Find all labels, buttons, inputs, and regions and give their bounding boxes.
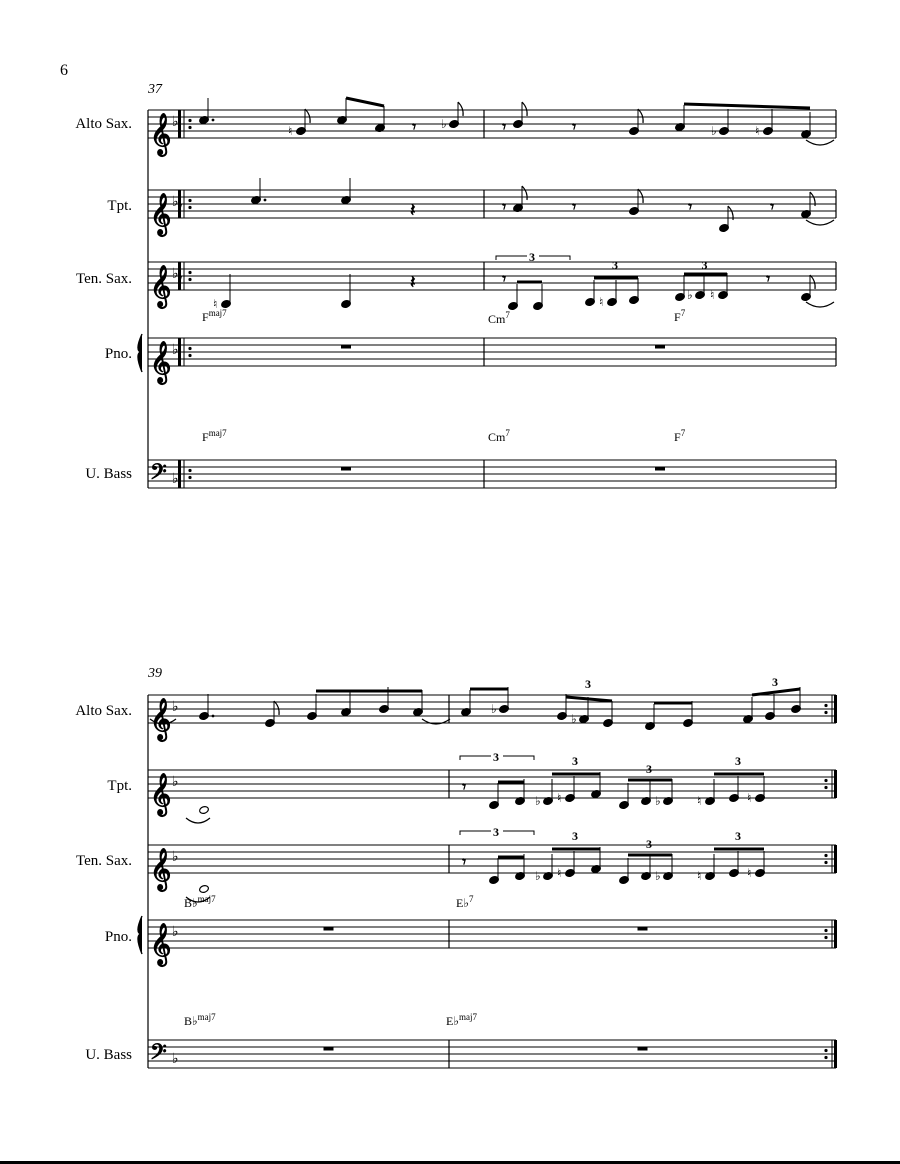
whole-rest xyxy=(324,927,334,931)
note-flag xyxy=(305,109,310,123)
accidental-icon: ♮ xyxy=(213,297,218,311)
whole-rest xyxy=(655,345,665,349)
instrument-label-upright-bass: U. Bass xyxy=(85,466,132,482)
instrument-label-tenor-sax: Ten. Sax. xyxy=(75,853,132,869)
whole-rest xyxy=(341,345,351,349)
tuplet-number: 3 xyxy=(493,750,499,764)
key-flat-icon: ♭ xyxy=(172,343,179,358)
page-number: 6 xyxy=(60,62,68,79)
notehead xyxy=(199,884,210,893)
tuplet-number: 3 xyxy=(493,825,499,839)
chord-symbol: B♭$^{maj7}$ xyxy=(184,1012,216,1028)
treble-clef-icon: 𝄞 xyxy=(150,774,172,814)
treble-clef-icon: 𝄞 xyxy=(150,266,172,306)
whole-rest xyxy=(324,1047,334,1051)
repeat-dot xyxy=(188,278,191,281)
eighth-rest-icon: 𝄾 xyxy=(502,199,507,216)
instrument-label-piano: Pno. xyxy=(104,346,132,362)
eighth-rest-icon: 𝄾 xyxy=(502,271,507,288)
beam xyxy=(684,104,810,108)
accidental-icon: ♮ xyxy=(697,869,702,883)
tuplet-number: 3 xyxy=(585,677,591,691)
instrument-label-trumpet: Tpt. xyxy=(107,198,132,214)
chord-symbol: E♭$^7$ xyxy=(456,894,474,910)
note-flag xyxy=(810,275,815,289)
key-flat-icon: ♭ xyxy=(172,1052,179,1067)
tie xyxy=(186,897,210,902)
bass-clef-icon: 𝄢 xyxy=(150,460,167,489)
tuplet-number: 3 xyxy=(529,250,535,264)
eighth-rest-icon: 𝄾 xyxy=(502,119,507,136)
repeat-dot xyxy=(824,1056,827,1059)
eighth-rest-icon: 𝄾 xyxy=(412,119,417,136)
repeat-dot xyxy=(188,347,191,350)
chord-symbol: $F^{maj7}$ xyxy=(202,428,227,444)
accidental-icon: ♭ xyxy=(655,869,661,883)
key-flat-icon: ♭ xyxy=(172,267,179,282)
accidental-icon: ♭ xyxy=(655,794,661,808)
final-barline xyxy=(834,695,837,723)
repeat-dot xyxy=(188,354,191,357)
whole-rest xyxy=(341,467,351,471)
accidental-icon: ♭ xyxy=(571,712,577,726)
tie xyxy=(186,818,210,823)
final-barline xyxy=(834,920,837,948)
instrument-label-tenor-sax: Ten. Sax. xyxy=(75,271,132,287)
treble-clef-icon: 𝄞 xyxy=(150,849,172,889)
chord-symbol: Cm$^7$ xyxy=(488,310,510,326)
eighth-rest-icon: 𝄾 xyxy=(766,271,771,288)
instrument-label-piano: Pno. xyxy=(104,929,132,945)
accidental-icon: ♮ xyxy=(599,295,604,309)
key-flat-icon: ♭ xyxy=(172,195,179,210)
instrument-label-alto-sax: Alto Sax. xyxy=(75,116,132,132)
beam xyxy=(752,689,800,695)
accidental-icon: ♮ xyxy=(697,794,702,808)
chord-symbol: $F^{maj7}$ xyxy=(202,308,227,324)
tuplet-number: 3 xyxy=(646,837,652,851)
repeat-dot xyxy=(188,476,191,479)
instrument-label-trumpet: Tpt. xyxy=(107,778,132,794)
repeat-dot xyxy=(824,704,827,707)
key-flat-icon: ♭ xyxy=(172,925,179,940)
key-flat-icon: ♭ xyxy=(172,115,179,130)
beam xyxy=(346,98,384,106)
note-flag xyxy=(638,189,643,203)
final-barline xyxy=(834,845,837,873)
accidental-icon: ♭ xyxy=(491,702,497,716)
repeat-dot xyxy=(188,126,191,129)
accidental-icon: ♮ xyxy=(755,124,760,138)
instrument-label-alto-sax: Alto Sax. xyxy=(75,703,132,719)
accidental-icon: ♮ xyxy=(288,124,293,138)
tie xyxy=(806,302,834,307)
whole-rest xyxy=(638,1047,648,1051)
note-flag xyxy=(522,102,527,116)
measure-number: 39 xyxy=(148,666,162,681)
piano-brace xyxy=(138,334,142,372)
eighth-rest-icon: 𝄾 xyxy=(178,199,183,216)
measure-number: 37 xyxy=(148,82,162,97)
chord-symbol: $F^7$ xyxy=(674,308,686,324)
note-flag xyxy=(274,701,279,715)
accidental-icon: ♮ xyxy=(557,791,562,805)
chord-symbol: B♭$^{maj7}$ xyxy=(184,894,216,910)
quarter-rest-icon: 𝄽 xyxy=(410,272,416,292)
repeat-dot xyxy=(824,779,827,782)
final-barline xyxy=(834,770,837,798)
dot xyxy=(212,715,215,718)
repeat-dot xyxy=(188,199,191,202)
chord-symbol: E♭$^{maj7}$ xyxy=(446,1012,477,1028)
accidental-icon: ♭ xyxy=(711,124,717,138)
treble-clef-icon: 𝄞 xyxy=(150,342,172,382)
eighth-rest-icon: 𝄾 xyxy=(178,271,183,288)
tuplet-number: 3 xyxy=(735,754,741,768)
repeat-dot xyxy=(824,929,827,932)
note-flag xyxy=(638,109,643,123)
accidental-icon: ♮ xyxy=(747,866,752,880)
dot xyxy=(212,119,215,122)
eighth-rest-icon: 𝄾 xyxy=(572,199,577,216)
tie xyxy=(806,220,834,225)
treble-clef-icon: 𝄞 xyxy=(150,194,172,234)
treble-clef-icon: 𝄞 xyxy=(150,114,172,154)
repeat-dot xyxy=(824,936,827,939)
key-flat-icon: ♭ xyxy=(172,850,179,865)
repeat-dot xyxy=(188,119,191,122)
chord-symbol: Cm$^7$ xyxy=(488,428,510,444)
treble-clef-icon: 𝄞 xyxy=(150,924,172,964)
accidental-icon: ♮ xyxy=(710,288,715,302)
repeat-dot xyxy=(188,469,191,472)
repeat-dot xyxy=(824,786,827,789)
quarter-rest-icon: 𝄽 xyxy=(410,200,416,220)
tuplet-number: 3 xyxy=(572,754,578,768)
piano-brace xyxy=(138,916,142,954)
key-flat-icon: ♭ xyxy=(172,700,179,715)
repeat-dot xyxy=(188,271,191,274)
accidental-icon: ♭ xyxy=(535,794,541,808)
tuplet-number: 3 xyxy=(612,258,618,272)
eighth-rest-icon: 𝄾 xyxy=(462,854,467,871)
whole-rest xyxy=(655,467,665,471)
eighth-rest-icon: 𝄾 xyxy=(572,119,577,136)
treble-clef-icon: 𝄞 xyxy=(150,699,172,739)
tuplet-number: 3 xyxy=(572,829,578,843)
accidental-icon: ♭ xyxy=(441,117,447,131)
tuplet-number: 3 xyxy=(646,762,652,776)
final-barline xyxy=(834,1040,837,1068)
notehead xyxy=(199,805,210,814)
whole-rest xyxy=(638,927,648,931)
note-flag xyxy=(458,102,463,116)
eighth-rest-icon: 𝄾 xyxy=(770,199,775,216)
dot xyxy=(264,199,267,202)
instrument-label-upright-bass: U. Bass xyxy=(85,1047,132,1063)
chord-symbol: $F^7$ xyxy=(674,428,686,444)
bass-clef-icon: 𝄢 xyxy=(150,1040,167,1069)
repeat-dot xyxy=(824,711,827,714)
accidental-icon: ♭ xyxy=(687,288,693,302)
repeat-dot xyxy=(824,1049,827,1052)
eighth-rest-icon: 𝄾 xyxy=(462,779,467,796)
tuplet-number: 3 xyxy=(735,829,741,843)
note-flag xyxy=(522,186,527,200)
eighth-rest-icon: 𝄾 xyxy=(688,199,693,216)
key-flat-icon: ♭ xyxy=(172,775,179,790)
repeat-dot xyxy=(824,854,827,857)
tuplet-number: 3 xyxy=(772,675,778,689)
accidental-icon: ♮ xyxy=(747,791,752,805)
key-flat-icon: ♭ xyxy=(172,472,179,487)
accidental-icon: ♭ xyxy=(535,869,541,883)
repeat-dot xyxy=(824,861,827,864)
repeat-dot xyxy=(188,206,191,209)
beam xyxy=(566,697,612,701)
tuplet-number: 3 xyxy=(701,258,708,272)
tie xyxy=(806,140,834,145)
accidental-icon: ♮ xyxy=(557,866,562,880)
